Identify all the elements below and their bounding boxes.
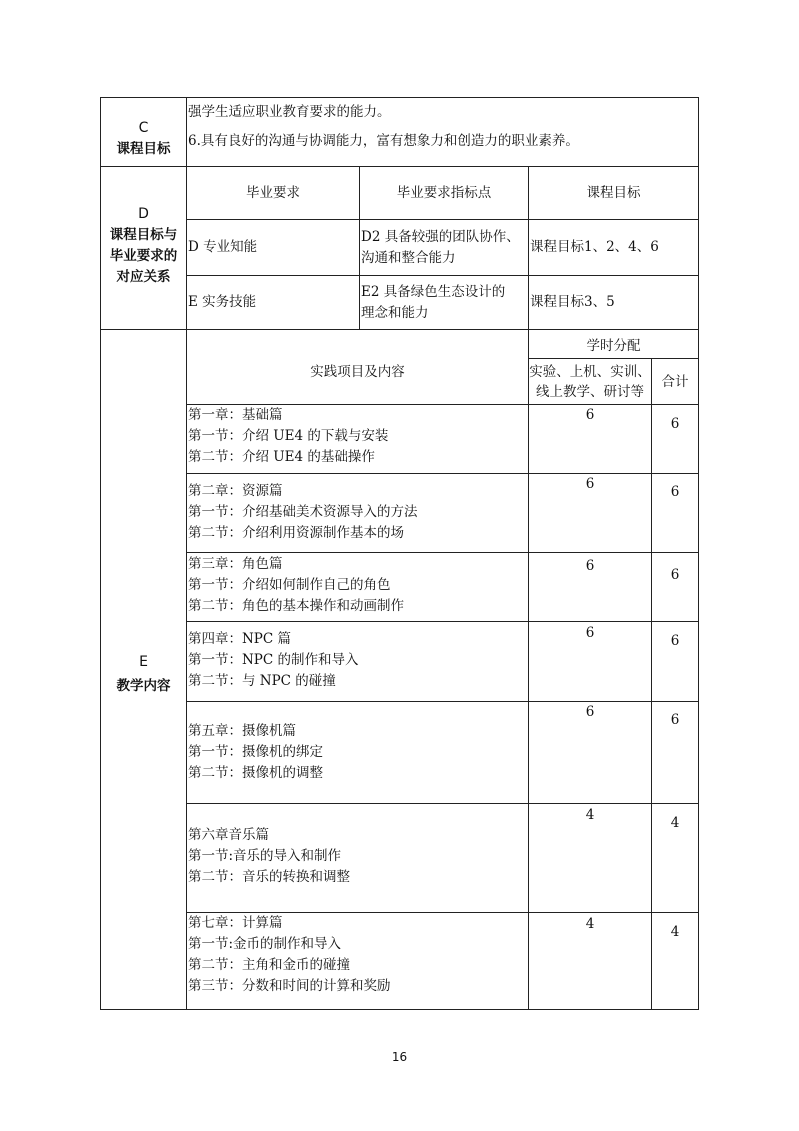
e-row-divider xyxy=(186,621,699,622)
chapter-line: 第二节：介绍利用资源制作基本的场 xyxy=(188,525,404,541)
d-row-target: 课程目标3、5 xyxy=(530,294,615,310)
chapter-total-hours: 6 xyxy=(670,567,680,583)
table-border-right xyxy=(698,97,699,1010)
chapter-total-hours: 6 xyxy=(670,712,680,728)
chapter-practice-hours: 6 xyxy=(585,625,595,641)
chapter-line: 第二节：摄像机的调整 xyxy=(188,765,323,781)
chapter-line: 第一节:金币的制作和导入 xyxy=(188,936,342,952)
section-divider-de xyxy=(100,329,699,330)
e-header-practice xyxy=(529,362,651,402)
chapter-practice-hours: 6 xyxy=(585,407,595,423)
practice-header-line: 实验、上机、实训、 xyxy=(529,364,651,380)
section-letter: C xyxy=(138,120,149,136)
chapter-line: 第三节：分数和时间的计算和奖励 xyxy=(188,978,391,994)
indicator-line: E2 具备绿色生态设计的 xyxy=(361,284,506,300)
indicator-line: 沟通和整合能力 xyxy=(361,250,456,266)
e-row-divider xyxy=(186,552,699,553)
chapter-line: 第一节：介绍基础美术资源导入的方法 xyxy=(188,504,418,520)
chapter-total-hours: 6 xyxy=(670,633,680,649)
section-letter: D xyxy=(138,206,149,222)
chapter-line: 第二章：资源篇 xyxy=(188,483,283,499)
chapter-content xyxy=(188,721,526,784)
d-row-requirement: D 专业知能 xyxy=(188,239,258,255)
section-c-content xyxy=(188,98,696,156)
chapter-line: 第一节：NPC 的制作和导入 xyxy=(188,652,359,668)
e-header-hours: 学时分配 xyxy=(586,338,641,354)
chapter-line: 第三章：角色篇 xyxy=(188,556,283,572)
chapter-total-hours: 6 xyxy=(670,416,680,432)
page-number: 16 xyxy=(391,1050,408,1064)
d-header-requirement: 毕业要求 xyxy=(246,185,300,201)
chapter-practice-hours: 6 xyxy=(585,476,595,492)
chapter-total-hours: 4 xyxy=(670,815,680,831)
chapter-content xyxy=(188,554,526,617)
chapter-content xyxy=(188,629,526,692)
section-e-label xyxy=(101,650,186,698)
section-title: 教学内容 xyxy=(116,678,171,694)
d-row-indicator xyxy=(361,282,527,324)
section-title-line: 对应关系 xyxy=(116,269,171,285)
e-header-total: 合计 xyxy=(661,374,689,390)
chapter-line: 第四章：NPC 篇 xyxy=(188,631,292,647)
d-row-target: 课程目标1、2、4、6 xyxy=(530,239,659,255)
chapter-line: 第二节：主角和金币的碰撞 xyxy=(188,957,350,973)
section-letter: E xyxy=(139,654,148,670)
chapter-practice-hours: 6 xyxy=(585,558,595,574)
chapter-total-hours: 6 xyxy=(670,484,680,500)
chapter-content xyxy=(188,481,526,544)
chapter-line: 第一节：摄像机的绑定 xyxy=(188,744,323,760)
chapter-content xyxy=(188,913,526,997)
chapter-practice-hours: 4 xyxy=(585,916,595,932)
chapter-content xyxy=(188,405,526,468)
chapter-practice-hours: 4 xyxy=(585,807,595,823)
chapter-content xyxy=(188,825,526,888)
chapter-line: 第一节：介绍如何制作自己的角色 xyxy=(188,577,391,593)
practice-header-line: 线上教学、研讨等 xyxy=(536,384,644,400)
chapter-line: 第一章：基础篇 xyxy=(188,407,283,423)
e-col-divider-content xyxy=(528,329,529,1009)
chapter-line: 第二节：音乐的转换和调整 xyxy=(188,869,350,885)
objective-line: 6.具有良好的沟通与协调能力，富有想象力和创造力的职业素养。 xyxy=(188,133,579,149)
d-header-indicator: 毕业要求指标点 xyxy=(396,185,492,201)
chapter-line: 第六章音乐篇 xyxy=(188,827,269,843)
chapter-line: 第二节：角色的基本操作和动画制作 xyxy=(188,598,404,614)
e-row-divider xyxy=(186,803,699,804)
d-header-target: 课程目标 xyxy=(586,185,641,201)
section-d-label xyxy=(101,204,186,288)
d-header-divider xyxy=(186,219,699,220)
table-border-bottom xyxy=(100,1009,699,1010)
label-column-divider xyxy=(186,97,187,1010)
d-row-requirement: E 实务技能 xyxy=(188,294,257,310)
section-c-label xyxy=(101,118,186,160)
section-title: 课程目标 xyxy=(116,141,171,157)
d-row-divider xyxy=(186,275,699,276)
indicator-line: 理念和能力 xyxy=(361,305,429,321)
chapter-line: 第二节：与 NPC 的碰撞 xyxy=(188,673,336,689)
chapter-line: 第二节：介绍 UE4 的基础操作 xyxy=(188,449,375,465)
chapter-total-hours: 4 xyxy=(670,924,680,940)
section-title-line: 毕业要求的 xyxy=(109,248,178,264)
chapter-line: 第一节:音乐的导入和制作 xyxy=(188,848,342,864)
indicator-line: D2 具备较强的团队协作、 xyxy=(361,229,520,245)
objective-line: 强学生适应职业教育要求的能力。 xyxy=(188,104,391,120)
d-row-indicator xyxy=(361,227,527,269)
section-title-line: 课程目标与 xyxy=(109,227,178,243)
chapter-line: 第五章：摄像机篇 xyxy=(188,723,296,739)
e-header-content: 实践项目及内容 xyxy=(310,364,405,380)
chapter-practice-hours: 6 xyxy=(585,704,595,720)
chapter-line: 第七章：计算篇 xyxy=(188,915,283,931)
section-divider-cd xyxy=(100,166,699,167)
chapter-line: 第一节：介绍 UE4 的下载与安装 xyxy=(188,428,389,444)
e-hours-subheader-divider xyxy=(528,358,699,359)
